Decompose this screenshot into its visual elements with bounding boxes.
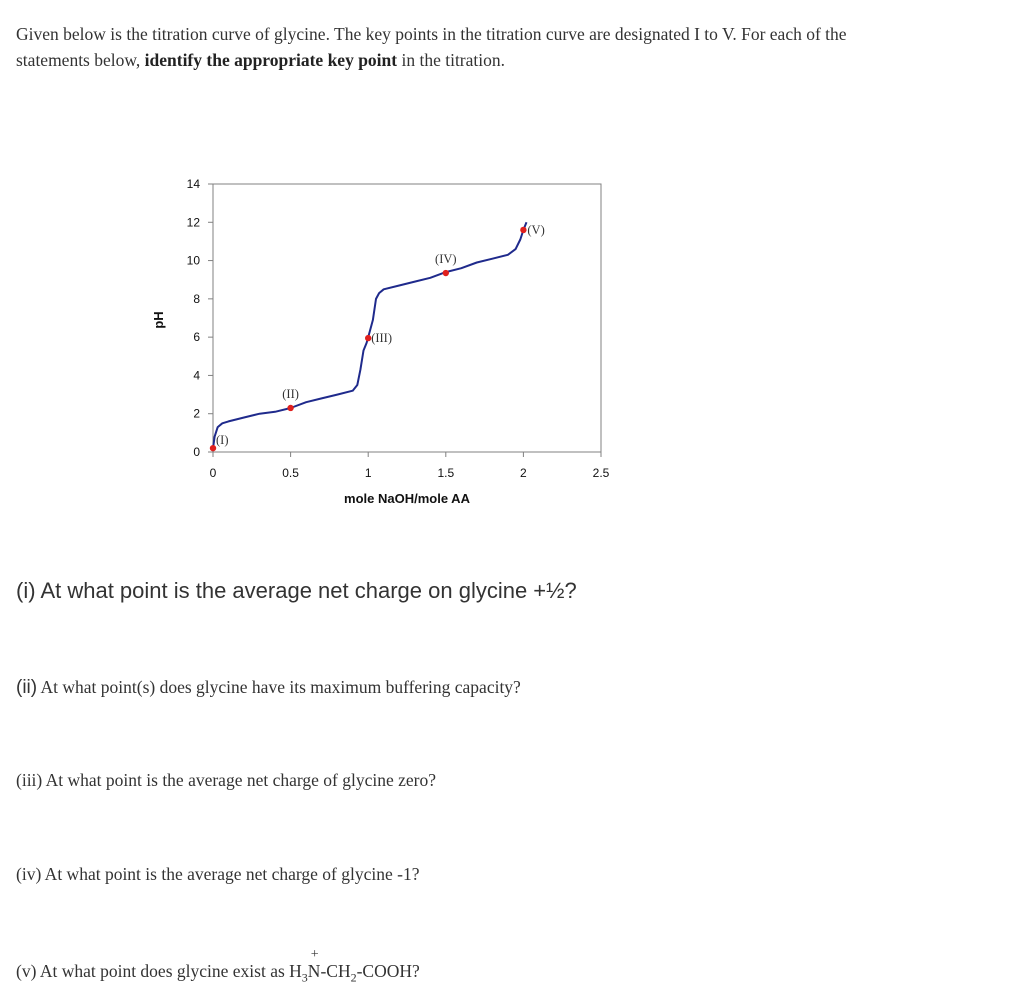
question-v-mid: -CH (320, 961, 351, 981)
question-ii-number: (ii) (16, 677, 38, 698)
question-i: (i) At what point is the average net charge on glycine +½? (16, 578, 577, 603)
question-iv: (iv) At what point is the average net charge of glycine -1? (16, 864, 420, 884)
key-point-iv (443, 270, 449, 276)
question-v-sub-3: 3 (301, 970, 308, 985)
x-tick-label: 2.5 (592, 466, 610, 480)
x-tick-label: 1.5 (437, 466, 455, 480)
y-tick-label: 14 (186, 177, 200, 191)
x-tick-label: 1 (364, 466, 372, 480)
key-point-label-i: (I) (216, 433, 229, 448)
y-tick-label: 4 (193, 368, 200, 383)
question-v-prefix: (v) At what point does glycine exist as H (16, 961, 302, 981)
question-v (16, 947, 420, 986)
y-tick-label: 0 (193, 445, 200, 459)
x-tick-label: 0 (209, 466, 217, 480)
y-tick-label: 2 (193, 406, 200, 421)
key-point-ii (287, 405, 293, 411)
question-v-n: N + (307, 947, 321, 981)
question-v-plus-sign: + (310, 947, 319, 962)
question-iii: (iii) At what point is the average net charge of glycine zero? (16, 770, 436, 790)
y-tick-label: 6 (193, 330, 200, 345)
intro-text-before: Given below is the titration curve of glycine. The key points in the titration curve are designated I to V. For each of the statements below, (16, 24, 847, 70)
question-ii-text: At what point(s) does glycine have its maximum buffering capacity? (37, 677, 521, 697)
y-axis-title: pH (151, 311, 166, 329)
key-point-label-v: (V) (527, 222, 545, 237)
y-tick-label: 8 (193, 291, 200, 306)
key-point-label-iv: (IV) (435, 252, 457, 267)
key-point-v (520, 227, 526, 233)
x-tick-label: 2 (520, 466, 527, 480)
key-point-label-ii: (II) (282, 386, 299, 401)
titration-curve-line (213, 222, 527, 448)
intro-bold-text: identify the appropriate key point (144, 49, 398, 70)
y-tick-label: 10 (186, 253, 200, 268)
question-v-suffix: -COOH? (356, 961, 420, 981)
key-point-label-iii: (III) (371, 331, 393, 346)
y-tick-label: 12 (186, 215, 200, 230)
question-v-sub-2: 2 (350, 970, 357, 985)
question-ii (16, 677, 521, 699)
x-tick-label: 0.5 (282, 466, 299, 480)
intro-text-after: in the titration. (397, 49, 506, 70)
x-axis-title: mole NaOH/mole AA (344, 491, 470, 506)
